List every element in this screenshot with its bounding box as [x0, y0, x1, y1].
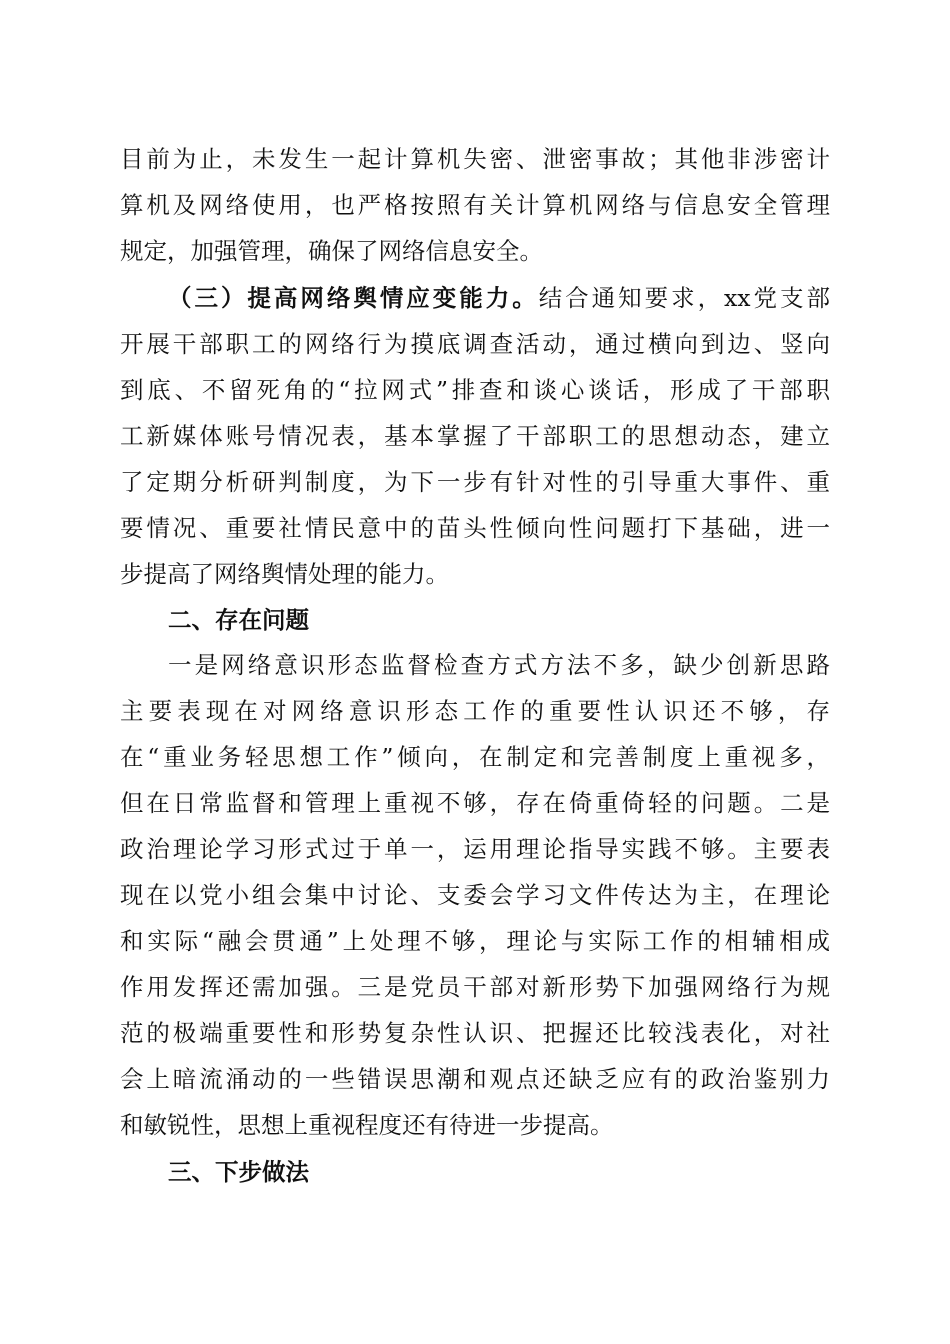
paragraph-line: 政治理论学习形式过于单一，运用理论指导实践不够。主要表 [120, 835, 830, 863]
paragraph-line: 开展干部职工的网络行为摸底调查活动，通过横向到边、竖向 [120, 330, 830, 358]
paragraph-line: 步提高了网络舆情处理的能力。 [120, 560, 449, 588]
section-subheading: （三）提高网络舆情应变能力。 [168, 284, 539, 312]
paragraph-line: 和实际“融会贯通”上处理不够，理论与实际工作的相辅相成 [120, 927, 830, 955]
paragraph-line: 一是网络意识形态监督检查方式方法不多，缺少创新思路 [168, 651, 830, 679]
paragraph-line: 和敏锐性，思想上重视程度还有待进一步提高。 [120, 1111, 614, 1139]
paragraph-line: 在“重业务轻思想工作”倾向，在制定和完善制度上重视多， [120, 743, 830, 771]
paragraph-line: 但在日常监督和管理上重视不够，存在倚重倚轻的问题。二是 [120, 789, 830, 817]
paragraph-line: 范的极端重要性和形势复杂性认识、把握还比较浅表化，对社 [120, 1019, 830, 1047]
paragraph-line: 工新媒体账号情况表，基本掌握了干部职工的思想动态，建立 [120, 422, 830, 450]
section-heading: 三、下步做法 [168, 1158, 309, 1186]
paragraph-line: 会上暗流涌动的一些错误思潮和观点还缺乏应有的政治鉴别力 [120, 1065, 830, 1093]
paragraph-text: 结合通知要求，xx党支部 [538, 284, 830, 312]
paragraph-line: 到底、不留死角的“拉网式”排查和谈心谈话，形成了干部职 [120, 376, 830, 404]
paragraph-line: 要情况、重要社情民意中的苗头性倾向性问题打下基础，进一 [120, 514, 830, 542]
paragraph-line: 现在以党小组会集中讨论、支委会学习文件传达为主，在理论 [120, 881, 830, 909]
section-heading: 二、存在问题 [168, 606, 309, 634]
paragraph-line: 规定，加强管理，确保了网络信息安全。 [120, 237, 543, 265]
paragraph-lead-line [168, 276, 830, 320]
paragraph-line: 目前为止，未发生一起计算机失密、泄密事故；其他非涉密计 [120, 145, 830, 173]
paragraph-line: 算机及网络使用，也严格按照有关计算机网络与信息安全管理 [120, 191, 830, 219]
paragraph-line: 主要表现在对网络意识形态工作的重要性认识还不够，存 [120, 697, 830, 725]
paragraph-line: 作用发挥还需加强。三是党员干部对新形势下加强网络行为规 [120, 973, 830, 1001]
paragraph-line: 了定期分析研判制度，为下一步有针对性的引导重大事件、重 [120, 468, 830, 496]
